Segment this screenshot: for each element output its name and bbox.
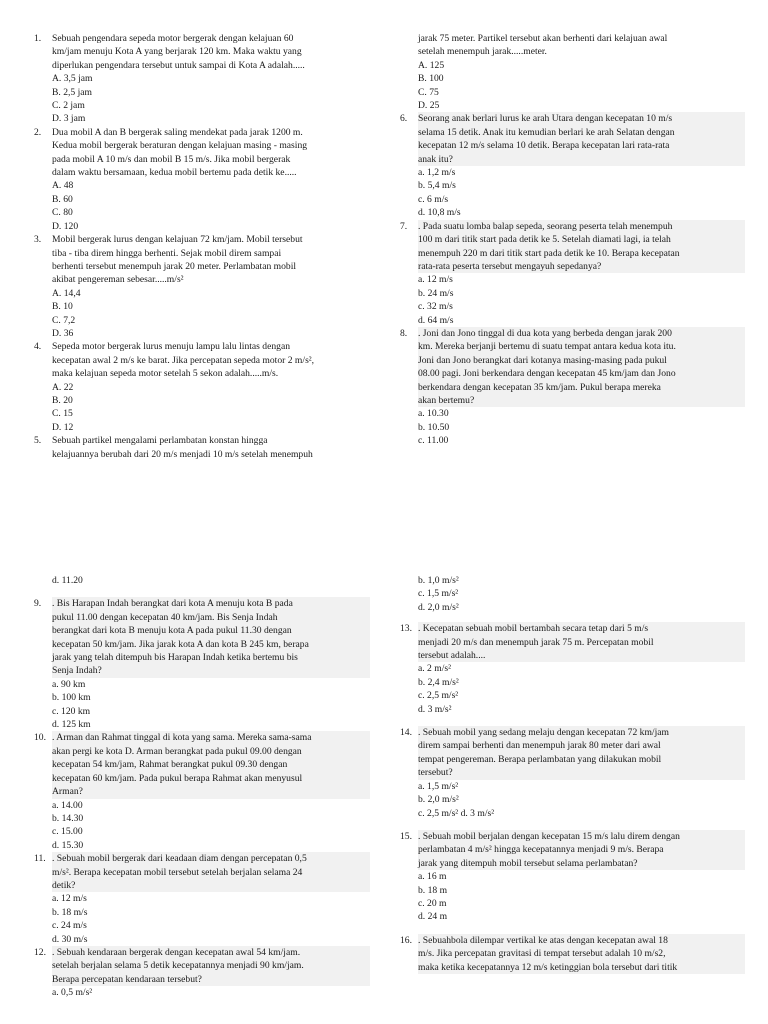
question-line: selama 15 detik. Anak itu kemudian berlari ke arah Selatan dengan bbox=[418, 126, 675, 138]
question-line: berkendara dengan kecepatan 35 km/jam. Pukul berapa mereka bbox=[418, 381, 661, 393]
question-line: akibat pengereman sebesar.....m/s² bbox=[52, 274, 184, 286]
question-15 bbox=[400, 830, 745, 924]
question-line: diperlukan pengendara tersebut untuk sampai di Kota A adalah..... bbox=[52, 59, 305, 71]
question-line: . Sebuah mobil berjalan dengan kecepatan 15 m/s lalu direm dengan bbox=[418, 830, 680, 842]
answer-option: c. 20 m bbox=[418, 897, 447, 909]
answer-option: C. 2 jam bbox=[52, 100, 85, 112]
answer-option: B. 10 bbox=[52, 301, 73, 313]
question-line: . Sebuah mobil bergerak dari keadaan diam dengan percepatan 0,5 bbox=[52, 853, 307, 865]
page2-right-column bbox=[400, 574, 745, 974]
question-line: jarak yang telah ditempuh bis Harapan Indah ketika bertemu bis bbox=[52, 652, 298, 664]
answer-option: c. 6 m/s bbox=[418, 193, 449, 205]
question-line: kecepatan 54 km/jam, Rahmat berangkat pukul 09.30 dengan bbox=[52, 759, 288, 771]
question-line: Sepeda motor bergerak lurus menuju lampu lalu lintas dengan bbox=[52, 341, 291, 353]
question-number: 11. bbox=[34, 853, 46, 865]
question-number: 8. bbox=[400, 327, 408, 339]
answer-option: c. 2,5 m/s² d. 3 m/s² bbox=[418, 807, 495, 819]
question-line: Senja Indah? bbox=[52, 665, 102, 677]
question-line: Kedua mobil bergerak beraturan dengan kelajuan masing - masing bbox=[52, 140, 308, 152]
question-7 bbox=[400, 220, 745, 327]
question-16 bbox=[400, 934, 745, 974]
question-line: kelajuannya berubah dari 20 m/s menjadi 10 m/s setelah menempuh bbox=[52, 448, 313, 460]
question-text bbox=[52, 946, 370, 986]
answer-option: a. 12 m/s bbox=[52, 893, 87, 905]
answer-option: D. 36 bbox=[52, 327, 74, 339]
question-number: 12. bbox=[34, 946, 46, 958]
question-line: 08.00 pagi. Joni berkendara dengan kecepatan 45 km/jam dan Jono bbox=[418, 368, 676, 380]
answer-option: D. 120 bbox=[52, 220, 79, 232]
question-number: 15. bbox=[400, 830, 412, 842]
question-3 bbox=[34, 233, 370, 340]
answer-option: a. 0,5 m/s² bbox=[52, 987, 93, 999]
question-12 bbox=[34, 946, 370, 1000]
question-number: 2. bbox=[34, 126, 42, 138]
answer-option: B. 60 bbox=[52, 193, 73, 205]
question-text bbox=[52, 32, 370, 72]
question-number: 7. bbox=[400, 220, 408, 232]
question-line: jarak 75 meter. Partikel tersebut akan berhenti dari kelajuan awal bbox=[418, 33, 668, 44]
question-line: Joni dan Jono berangkat dari kotanya masing-masing pada pukul bbox=[418, 354, 667, 366]
answer-option: d. 64 m/s bbox=[418, 314, 454, 326]
question-line: perlambatan 4 m/s² hingga kecepatannya menjadi 9 m/s. Berapa bbox=[418, 844, 664, 856]
question-line: menjadi 20 m/s dan menempuh jarak 75 m. Percepatan mobil bbox=[418, 636, 654, 648]
question-text bbox=[418, 830, 745, 870]
question-text bbox=[418, 327, 745, 407]
answer-option: D. 25 bbox=[418, 100, 440, 112]
answer-option: D. 3 jam bbox=[52, 113, 86, 125]
answer-option: d. 10,8 m/s bbox=[418, 207, 461, 219]
question-number: 10. bbox=[34, 732, 46, 744]
question-line: rata-rata peserta tersebut mengayuh sepedanya? bbox=[418, 260, 602, 272]
question-line: jarak yang ditempuh mobil tersebut selama perlambatan? bbox=[418, 857, 638, 869]
answer-option: c. 2,5 m/s² bbox=[418, 690, 459, 702]
question-5-continued bbox=[400, 32, 745, 112]
question-text bbox=[418, 220, 745, 274]
answer-option: c. 1,5 m/s² bbox=[418, 588, 459, 600]
question-10 bbox=[34, 731, 370, 852]
question-text bbox=[52, 852, 370, 892]
answer-option: b. 100 km bbox=[52, 692, 91, 704]
answer-option: a. 10.30 bbox=[418, 408, 449, 420]
question-line: . Sebuah kendaraan bergerak dengan kecepatan awal 54 km/jam. bbox=[52, 946, 301, 958]
question-line: m/s². Berapa kecepatan mobil tersebut setelah berjalan selama 24 bbox=[52, 866, 303, 878]
answer-option: b. 2,4 m/s² bbox=[418, 676, 459, 688]
question-line: kecepatan awal 2 m/s ke barat. Jika percepatan sepeda motor 2 m/s², bbox=[52, 354, 315, 366]
question-line: kecepatan 12 m/s selama 10 detik. Berapa kecepatan lari rata-rata bbox=[418, 140, 670, 152]
question-number: 4. bbox=[34, 341, 42, 353]
question-number: 3. bbox=[34, 234, 42, 246]
question-text bbox=[52, 597, 370, 677]
page2-left-column bbox=[34, 574, 370, 1000]
question-line: berhenti tersebut menempuh jarak 20 meter. Perlambatan mobil bbox=[52, 260, 297, 272]
answer-option: D. 12 bbox=[52, 421, 74, 433]
answer-option: b. 24 m/s bbox=[418, 287, 454, 299]
page1-left-column bbox=[34, 32, 370, 461]
question-number: 9. bbox=[34, 598, 42, 610]
question-number: 5. bbox=[34, 435, 42, 447]
answer-option: b. 18 m bbox=[418, 884, 448, 896]
question-line: km/jam menuju Kota A yang berjarak 120 km. Maka waktu yang bbox=[52, 46, 302, 58]
answer-option: d. 30 m/s bbox=[52, 933, 88, 945]
question-line: . Bis Harapan Indah berangkat dari kota A menuju kota B pada bbox=[52, 598, 293, 610]
question-line: kecepatan 50 km/jam. Jika jarak kota A dan kota B 245 km, berapa bbox=[52, 638, 309, 650]
question-8-continued bbox=[34, 574, 370, 587]
answer-option: b. 5,4 m/s bbox=[418, 180, 456, 192]
question-6 bbox=[400, 112, 745, 219]
answer-option: d. 15.30 bbox=[52, 839, 84, 851]
answer-option: a. 1,5 m/s² bbox=[418, 780, 459, 792]
question-2 bbox=[34, 126, 370, 233]
question-8 bbox=[400, 327, 745, 448]
question-text bbox=[418, 622, 745, 662]
question-line: . Pada suatu lomba balap sepeda, seorang peserta telah menempuh bbox=[418, 220, 673, 232]
answer-option: A. 125 bbox=[418, 59, 445, 71]
answer-option: c. 11.00 bbox=[418, 435, 449, 447]
answer-option: A. 48 bbox=[52, 180, 74, 192]
question-line: direm sampai berhenti dan menempuh jarak 80 meter dari awal bbox=[418, 740, 661, 752]
question-line: tiba - tiba direm hingga berhenti. Sejak mobil direm sampai bbox=[52, 247, 282, 259]
question-line: . Arman dan Rahmat tinggal di kota yang sama. Mereka sama-sama bbox=[52, 732, 312, 744]
answer-option: a. 2 m/s² bbox=[418, 663, 451, 675]
question-line: tersebut? bbox=[418, 767, 453, 779]
question-number: 6. bbox=[400, 113, 408, 125]
question-1 bbox=[34, 32, 370, 126]
answer-option: C. 15 bbox=[52, 408, 73, 420]
question-number: 1. bbox=[34, 33, 42, 44]
answer-option: d. 3 m/s² bbox=[418, 703, 452, 715]
question-14 bbox=[400, 726, 745, 820]
question-line: tersebut adalah.... bbox=[418, 650, 486, 662]
answer-option: d. 24 m bbox=[418, 911, 448, 923]
answer-option: c. 120 km bbox=[52, 705, 91, 717]
question-text bbox=[418, 112, 745, 166]
question-line: Berapa percepatan kendaraan tersebut? bbox=[52, 973, 202, 985]
question-line: m/s. Jika percepatan gravitasi di tempat tersebut adalah 10 m/s2, bbox=[418, 948, 666, 960]
question-12-continued bbox=[400, 574, 745, 614]
question-text bbox=[418, 32, 745, 59]
answer-option: B. 100 bbox=[418, 73, 444, 85]
question-line: Dua mobil A dan B bergerak saling mendekat pada jarak 1200 m. bbox=[52, 126, 303, 138]
answer-option: a. 1,2 m/s bbox=[418, 167, 456, 179]
answer-option: b. 18 m/s bbox=[52, 906, 88, 918]
question-text bbox=[418, 726, 745, 780]
answer-option: d. 11.20 bbox=[52, 575, 83, 586]
question-line: kecepatan 60 km/jam. Pada pukul berapa Rahmat akan menyusul bbox=[52, 772, 303, 784]
question-line: km. Mereka berjanji bertemu di suatu tempat antara kedua kota itu. bbox=[418, 341, 676, 353]
answer-option: A. 22 bbox=[52, 381, 74, 393]
answer-option: A. 14,4 bbox=[52, 287, 81, 299]
answer-option: b. 14.30 bbox=[52, 812, 84, 824]
question-line: Sebuah pengendara sepeda motor bergerak dengan kelajuan 60 bbox=[52, 33, 294, 44]
question-line: tempat pengereman. Berapa perlambatan yang dilakukan mobil bbox=[418, 753, 662, 765]
question-line: setelah berjalan selama 5 detik kecepatannya menjadi 90 km/jam. bbox=[52, 960, 304, 972]
question-line: Seorang anak berlari lurus ke arah Utara dengan kecepatan 10 m/s bbox=[418, 113, 673, 125]
answer-option: d. 125 km bbox=[52, 719, 91, 731]
question-line: setelah menempuh jarak.....meter. bbox=[418, 46, 547, 58]
question-line: pukul 11.00 dengan kecepatan 40 km/jam. Bis Senja Indah bbox=[52, 611, 278, 623]
question-13 bbox=[400, 622, 745, 716]
question-text bbox=[52, 434, 370, 461]
question-number: 16. bbox=[400, 934, 412, 946]
answer-option: C. 75 bbox=[418, 86, 439, 98]
question-line: . Sebuah mobil yang sedang melaju dengan kecepatan 72 km/jam bbox=[418, 727, 669, 739]
question-line: akan bertemu? bbox=[418, 394, 475, 406]
answer-option: B. 20 bbox=[52, 394, 73, 406]
question-number: 14. bbox=[400, 727, 412, 739]
question-line: berangkat dari kota B menuju kota A pada pukul 11.30 dengan bbox=[52, 625, 292, 637]
question-4 bbox=[34, 340, 370, 434]
answer-option: a. 90 km bbox=[52, 678, 86, 690]
question-number: 13. bbox=[400, 623, 412, 635]
answer-option: B. 2,5 jam bbox=[52, 86, 92, 98]
question-line: Arman? bbox=[52, 786, 83, 798]
question-11 bbox=[34, 852, 370, 946]
answer-option: c. 15.00 bbox=[52, 826, 83, 838]
question-line: pada mobil A 10 m/s dan mobil B 15 m/s. Jika mobil bergerak bbox=[52, 153, 291, 165]
question-line: menempuh 220 m dari titik start pada detik ke 10. Berapa kecepatan bbox=[418, 247, 680, 259]
question-9 bbox=[34, 597, 370, 731]
answer-option: b. 10.50 bbox=[418, 421, 450, 433]
answer-option: C. 80 bbox=[52, 207, 73, 219]
answer-option: A. 3,5 jam bbox=[52, 73, 93, 85]
question-text bbox=[52, 340, 370, 380]
answer-option: a. 16 m bbox=[418, 871, 447, 883]
question-line: 100 m dari titik start pada detik ke 5. Setelah diamati lagi, ia telah bbox=[418, 234, 671, 246]
question-line: . Sebuahbola dilempar vertikal ke atas dengan kecepatan awal 18 bbox=[418, 934, 668, 946]
answer-option: b. 2,0 m/s² bbox=[418, 794, 459, 806]
question-text bbox=[52, 731, 370, 798]
answer-option: c. 24 m/s bbox=[52, 920, 87, 932]
answer-option: a. 14.00 bbox=[52, 799, 83, 811]
question-line: maka ketika kecepatannya 12 m/s ketinggian bola tersebut dari titik bbox=[418, 961, 678, 973]
question-line: . Joni dan Jono tinggal di dua kota yang berbeda dengan jarak 200 bbox=[418, 327, 672, 339]
page1-right-column bbox=[400, 32, 745, 448]
question-line: akan pergi ke kota D. Arman berangkat pada pukul 09.00 dengan bbox=[52, 745, 302, 757]
answer-option: C. 7,2 bbox=[52, 314, 76, 326]
answer-option: a. 12 m/s bbox=[418, 274, 453, 286]
question-5 bbox=[34, 434, 370, 461]
question-line: detik? bbox=[52, 879, 76, 891]
question-line: anak itu? bbox=[418, 153, 453, 165]
question-line: . Kecepatan sebuah mobil bertambah secara tetap dari 5 m/s bbox=[418, 623, 649, 635]
answer-option: d. 2,0 m/s² bbox=[418, 601, 459, 613]
question-line: dalam waktu bersamaan, kedua mobil bertemu pada detik ke..... bbox=[52, 167, 297, 179]
question-text bbox=[52, 233, 370, 287]
question-text bbox=[418, 934, 745, 974]
answer-option: c. 32 m/s bbox=[418, 301, 453, 313]
answer-option: b. 1,0 m/s² bbox=[418, 575, 459, 586]
question-text bbox=[52, 126, 370, 180]
question-line: Mobil bergerak lurus dengan kelajuan 72 km/jam. Mobil tersebut bbox=[52, 234, 303, 246]
question-line: maka kelajuan sepeda motor setelah 5 sekon adalah.....m/s. bbox=[52, 368, 279, 380]
question-line: Sebuah partikel mengalami perlambatan konstan hingga bbox=[52, 435, 268, 447]
